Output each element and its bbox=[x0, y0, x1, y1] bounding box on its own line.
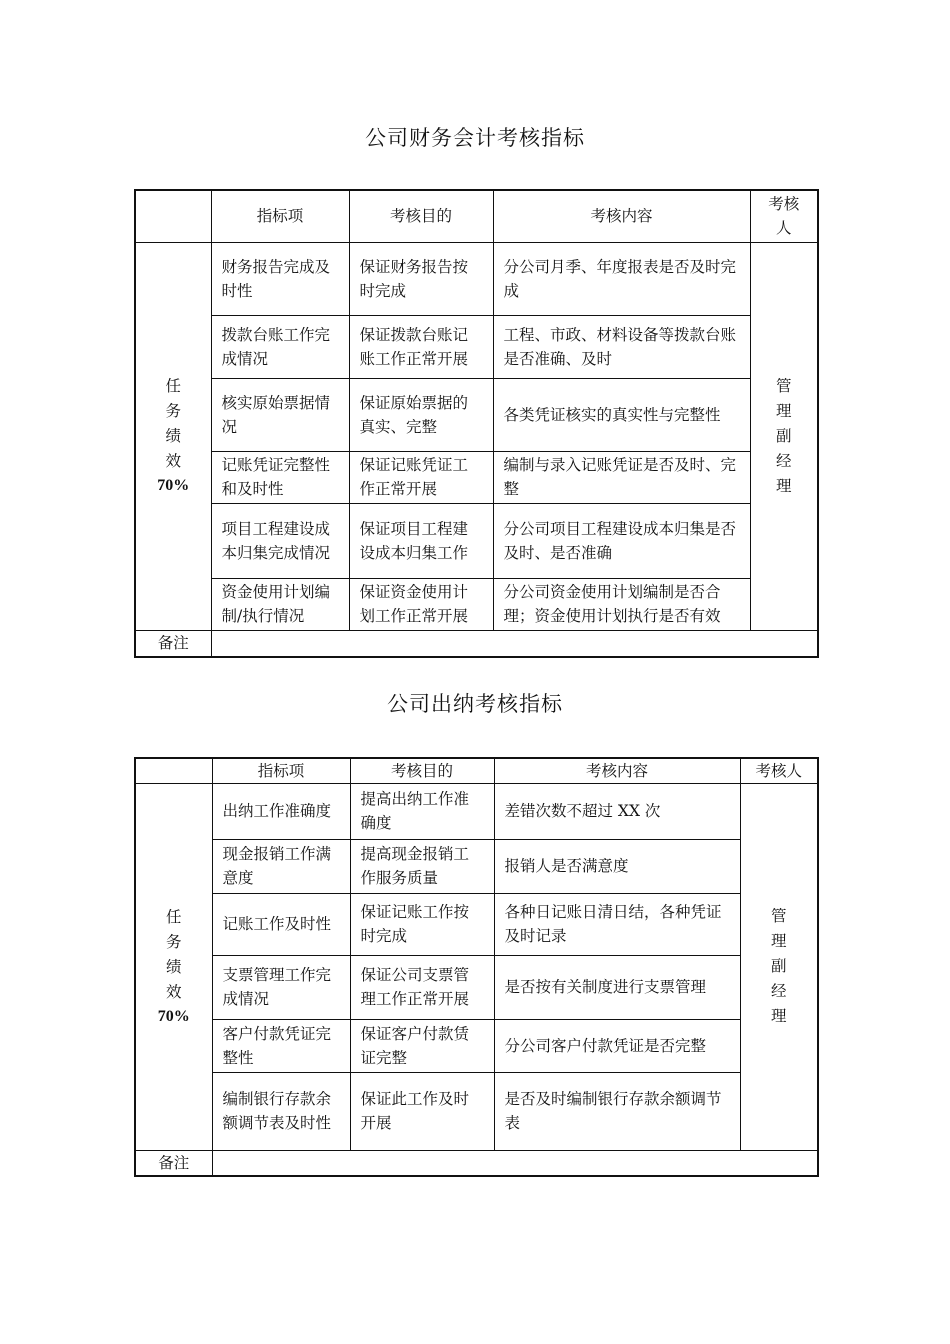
note-label: 备注 bbox=[135, 1150, 212, 1176]
cell-item: 财务报告完成及时性 bbox=[211, 242, 349, 315]
table-row bbox=[135, 783, 818, 839]
header-purpose: 考核目的 bbox=[349, 190, 493, 242]
table-row bbox=[135, 893, 818, 955]
reviewer-char: 经 bbox=[775, 451, 792, 470]
cell-purpose: 保证原始票据的真实、完整 bbox=[349, 378, 493, 451]
cell-item: 项目工程建设成本归集完成情况 bbox=[211, 503, 349, 578]
cell-purpose: 提高出纳工作准确度 bbox=[350, 783, 494, 839]
cell-item: 支票管理工作完成情况 bbox=[212, 955, 350, 1019]
header-item: 指标项 bbox=[211, 190, 349, 242]
side-char: 任 bbox=[165, 907, 182, 926]
reviewer-char: 副 bbox=[770, 957, 787, 975]
note-row bbox=[135, 630, 818, 657]
cell-content: 各种日记账日清日结，各种凭证及时记录 bbox=[494, 893, 740, 955]
note-value bbox=[211, 630, 818, 657]
cell-item: 核实原始票据情况 bbox=[211, 378, 349, 451]
cell-purpose: 保证资金使用计划工作正常开展 bbox=[349, 578, 493, 630]
table2-title: 公司出纳考核指标 bbox=[387, 692, 563, 716]
table-row bbox=[135, 451, 818, 503]
header-content: 考核内容 bbox=[494, 758, 740, 783]
reviewer-char: 经 bbox=[770, 982, 787, 1000]
reviewer-label bbox=[750, 242, 818, 630]
cell-content: 各类凭证核实的真实性与完整性 bbox=[493, 378, 750, 451]
header-purpose: 考核目的 bbox=[350, 758, 494, 783]
cell-content: 分公司月季、年度报表是否及时完成 bbox=[493, 242, 750, 315]
header-blank bbox=[135, 190, 211, 242]
cell-item: 记账工作及时性 bbox=[212, 893, 350, 955]
cell-item: 资金使用计划编制/执行情况 bbox=[211, 578, 349, 630]
side-label bbox=[135, 783, 212, 1150]
header-item: 指标项 bbox=[212, 758, 350, 783]
header-blank bbox=[135, 758, 212, 783]
reviewer-char: 管 bbox=[775, 376, 792, 395]
cell-purpose: 保证记账工作按时完成 bbox=[350, 893, 494, 955]
table-row bbox=[135, 378, 818, 451]
side-char: 效 bbox=[165, 452, 181, 470]
table-row bbox=[135, 578, 818, 630]
cashier-table bbox=[134, 757, 819, 1177]
reviewer-char: 理 bbox=[770, 932, 787, 950]
cell-content: 工程、市政、材料设备等拨款台账是否准确、及时 bbox=[493, 315, 750, 378]
cell-purpose: 保证公司支票管理工作正常开展 bbox=[350, 955, 494, 1019]
cell-item: 出纳工作准确度 bbox=[212, 783, 350, 839]
reviewer-char: 管 bbox=[770, 907, 787, 925]
note-row bbox=[135, 1150, 818, 1176]
note-label: 备注 bbox=[135, 630, 211, 657]
cell-purpose: 保证财务报告按时完成 bbox=[349, 242, 493, 315]
side-char: 务 bbox=[165, 932, 182, 951]
table1-title: 公司财务会计考核指标 bbox=[365, 126, 585, 150]
table-row bbox=[135, 242, 818, 315]
cell-content: 分公司资金使用计划编制是否合理；资金使用计划执行是否有效 bbox=[493, 578, 750, 630]
cell-content: 分公司客户付款凭证是否完整 bbox=[494, 1019, 740, 1072]
table-row bbox=[135, 839, 818, 893]
header-content: 考核内容 bbox=[493, 190, 750, 242]
note-value bbox=[212, 1150, 818, 1176]
reviewer-char: 理 bbox=[770, 1007, 787, 1025]
header-reviewer: 考核人 bbox=[740, 758, 818, 783]
side-percentage: 70% bbox=[157, 477, 190, 494]
cell-content: 报销人是否满意度 bbox=[494, 839, 740, 893]
cell-content: 是否按有关制度进行支票管理 bbox=[494, 955, 740, 1019]
cell-content: 差错次数不超过 XX 次 bbox=[494, 783, 740, 839]
cell-item: 客户付款凭证完整性 bbox=[212, 1019, 350, 1072]
side-char: 绩 bbox=[165, 957, 182, 976]
cell-purpose: 保证记账凭证工作正常开展 bbox=[349, 451, 493, 503]
cell-item: 拨款台账工作完成情况 bbox=[211, 315, 349, 378]
cell-item: 编制银行存款余额调节表及时性 bbox=[212, 1072, 350, 1150]
side-char: 效 bbox=[165, 982, 182, 1001]
table-header-row bbox=[135, 190, 818, 242]
cell-purpose: 保证项目工程建设成本归集工作 bbox=[349, 503, 493, 578]
cell-content: 分公司项目工程建设成本归集是否及时、是否准确 bbox=[493, 503, 750, 578]
reviewer-char: 理 bbox=[775, 476, 792, 495]
table-row bbox=[135, 503, 818, 578]
cell-content: 编制与录入记账凭证是否及时、完整 bbox=[493, 451, 750, 503]
cell-purpose: 保证此工作及时开展 bbox=[350, 1072, 494, 1150]
side-char: 任 bbox=[165, 377, 181, 395]
cell-content: 是否及时编制银行存款余额调节表 bbox=[494, 1072, 740, 1150]
table-row bbox=[135, 315, 818, 378]
cell-purpose: 保证拨款台账记账工作正常开展 bbox=[349, 315, 493, 378]
header-reviewer: 考核人 bbox=[750, 190, 818, 242]
cell-item: 现金报销工作满意度 bbox=[212, 839, 350, 893]
reviewer-char: 理 bbox=[775, 401, 792, 420]
reviewer-char: 副 bbox=[775, 426, 792, 445]
table-row bbox=[135, 955, 818, 1019]
table-header-row bbox=[135, 758, 818, 783]
table-row bbox=[135, 1019, 818, 1072]
side-char: 绩 bbox=[165, 427, 181, 445]
finance-accounting-table bbox=[134, 189, 819, 658]
cell-purpose: 保证客户付款赁证完整 bbox=[350, 1019, 494, 1072]
cell-item: 记账凭证完整性和及时性 bbox=[211, 451, 349, 503]
side-label bbox=[135, 242, 211, 630]
reviewer-label bbox=[740, 783, 818, 1150]
table-row bbox=[135, 1072, 818, 1150]
side-percentage: 70% bbox=[157, 1007, 190, 1025]
side-char: 务 bbox=[165, 402, 181, 420]
cell-purpose: 提高现金报销工作服务质量 bbox=[350, 839, 494, 893]
